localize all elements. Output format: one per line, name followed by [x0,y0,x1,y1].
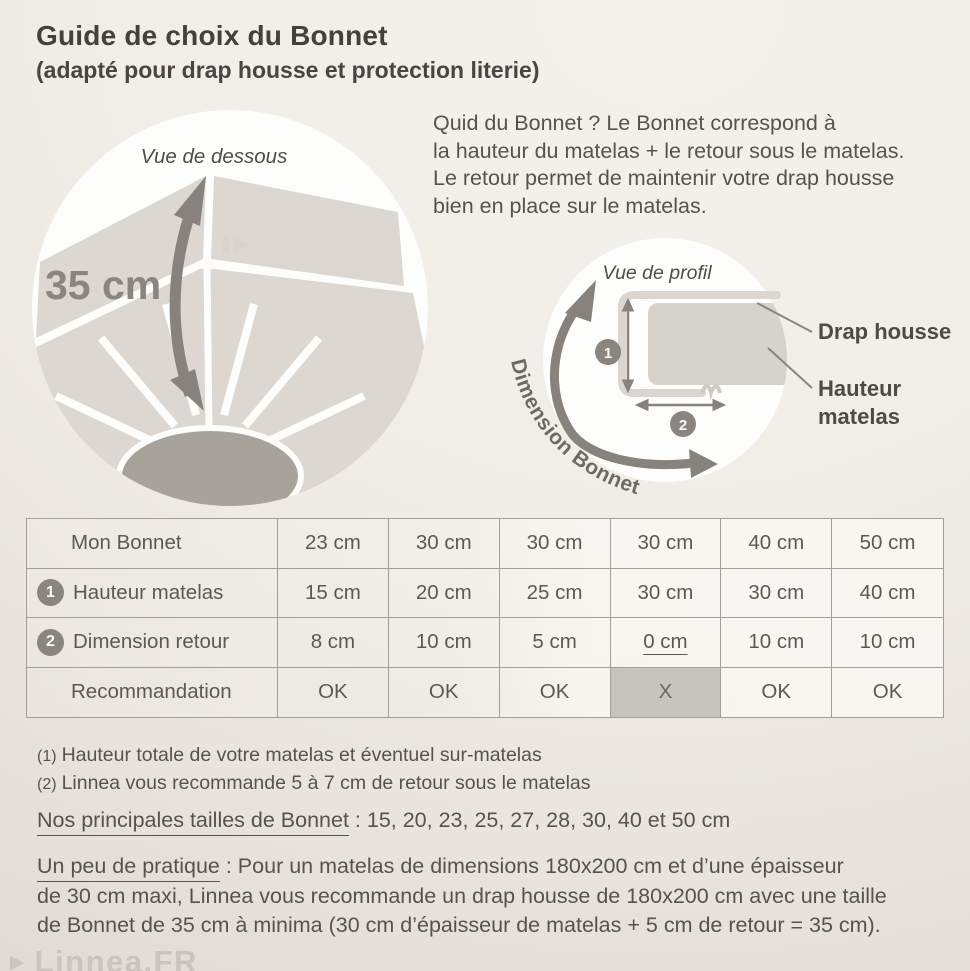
table-cell: 5 cm [500,618,611,668]
bonnet-size-table [26,518,944,718]
bottom-view-caption: Vue de dessous [140,145,288,168]
svg-text:1: 1 [603,345,613,362]
badge-2-icon [670,411,696,437]
footnote-1: (1) Hauteur totale de votre matelas et éventuel sur-matelas [37,744,542,766]
table-cell: 40 cm [832,569,943,619]
practice-line: Un peu de pratique : Pour un matelas de dimensions 180x200 cm et d’une épaisseur [37,852,887,882]
intro-line: la hauteur du matelas + le retour sous le matelas. [433,138,905,163]
table-header-cell: 30 cm [389,519,500,569]
dimension-bonnet-label: Dimension Bonnet [505,356,643,500]
linnea-logo [10,944,198,971]
table-cell: 20 cm [389,569,500,619]
table-header-cell: 30 cm [500,519,611,569]
svg-text:2: 2 [678,417,688,434]
play-icon: ▶ [10,951,25,971]
practice-line: de 30 cm maxi, Linnea vous recommande un drap housse de 180x200 cm avec une taille [37,883,887,908]
drap-housse-label: Drap housse [818,319,952,344]
table-cell: 15 cm [278,569,389,619]
table-row-label: 2 Dimension retour [27,618,278,668]
table-cell: 10 cm [832,618,943,668]
practice-paragraph [37,852,887,941]
mattress-opening [119,428,301,517]
intro-line: Le retour permet de maintenir votre drap housse [433,166,895,190]
page-title: Guide de choix du Bonnet [36,20,388,51]
table-header-cell: 23 cm [278,519,389,569]
hauteur-matelas-label: matelas [818,404,900,429]
intro-line: bien en place sur le matelas. [433,193,707,218]
table-row-label: 1 Hauteur matelas [27,569,278,619]
table-cell: OK [500,668,611,718]
table-cell: 8 cm [278,618,389,668]
profile-view-diagram [505,233,970,520]
table-header-label: Mon Bonnet [27,519,278,569]
page-subtitle: (adapté pour drap housse et protection literie) [36,57,540,83]
profile-view-caption: Vue de profil [602,262,712,284]
bonnet-measurement-value: 35 cm [45,262,162,308]
table-cell-not-recommended: X [611,668,722,718]
badge-2-icon: 2 [37,629,64,656]
table-row-label: Recommandation [27,668,278,718]
mattress-profile-illustration [648,303,810,385]
intro-line: Quid du Bonnet ? Le Bonnet correspond à [433,111,836,135]
table-header-cell: 50 cm [832,519,943,569]
table-header-cell: 40 cm [721,519,832,569]
table-cell: 25 cm [500,569,611,619]
table-cell: OK [872,680,903,704]
intro-paragraph [433,110,904,220]
footnote-2: (2) Linnea vous recommande 5 à 7 cm de retour sous le matelas [37,772,591,794]
table-cell: 30 cm [611,569,722,619]
table-cell: OK [389,668,500,718]
table-cell: 0 cm [611,618,722,668]
badge-1-icon: 1 [37,579,64,606]
footnotes [37,742,591,798]
table-cell: 30 cm [721,569,832,619]
sizes-note: Nos principales tailles de Bonnet : 15, 20, 23, 25, 27, 28, 30, 40 et 50 cm [37,808,730,836]
table-cell: 10 cm [721,618,832,668]
table-cell: OK [278,668,389,718]
table-cell: 10 cm [389,618,500,668]
hauteur-matelas-label: Hauteur [818,376,902,401]
logo-text: Linnea.FR [34,944,198,971]
table-cell: OK [721,668,832,718]
bottom-view-diagram [18,103,442,517]
badge-1-icon [595,339,621,365]
practice-line: de Bonnet de 35 cm à minima (30 cm d’épaisseur de matelas + 5 cm de retour = 35 cm). [37,913,881,938]
table-header-cell: 30 cm [611,519,722,569]
